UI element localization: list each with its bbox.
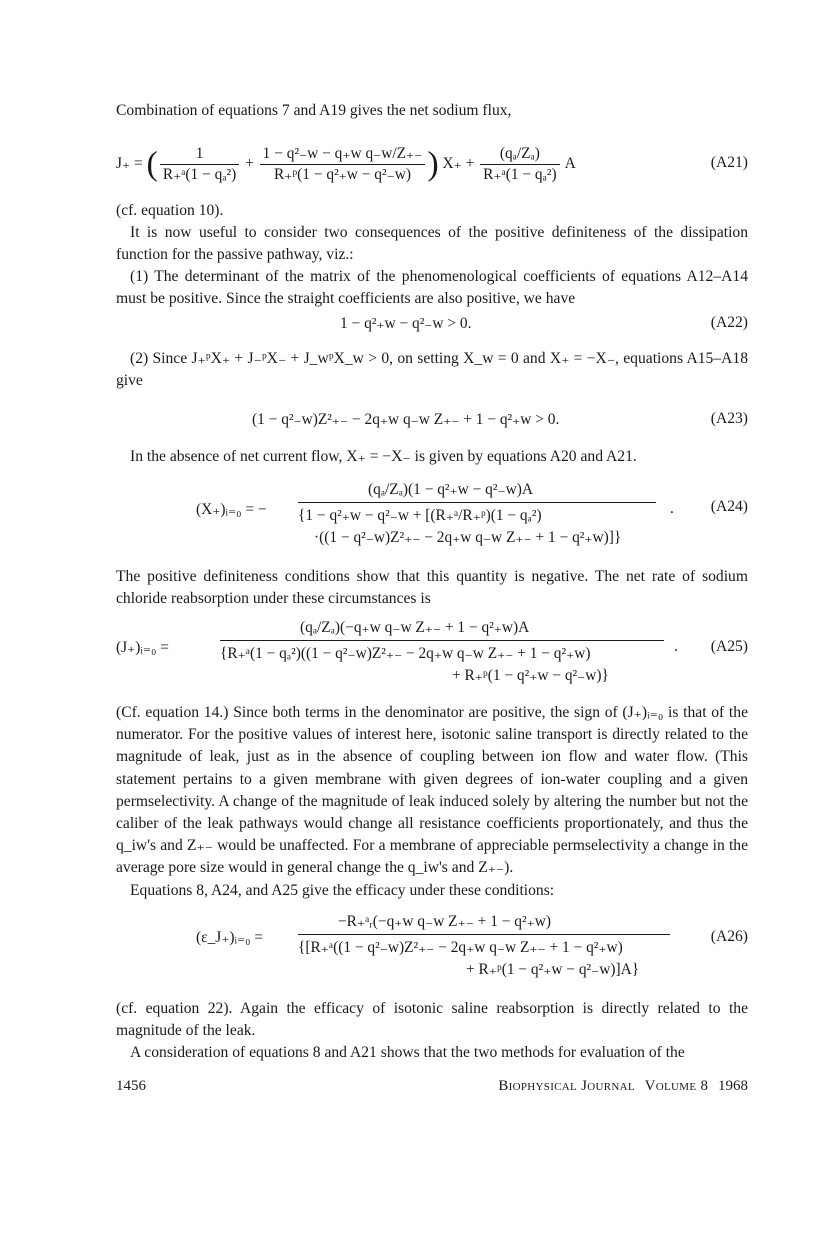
a21-tail: A — [564, 155, 576, 173]
a21-term3: $\frac{\text{(qₐ/Zₐ)}}{\text{R₊ᵃ(1 − qₐ²)}}$ — [480, 144, 559, 185]
journal-name: Biophysical Journal — [498, 1078, 635, 1094]
a22-number: (A22) — [710, 314, 748, 331]
a23-body: (1 − q²₋w)Z²₊₋ − 2q₊w q₋w Z₊₋ + 1 − q²₊w > 0. — [252, 411, 560, 428]
a21-lhs: J₊ = — [116, 155, 143, 173]
equation-a22 — [116, 314, 748, 338]
paragraph-since-j: (2) Since J₊ᵖX₊ + J₋ᵖX₋ + J_wᵖX_w > 0, on setting X_w = 0 and X₊ = −X₋, equations A15–A18 give — [116, 350, 748, 390]
a25-denominator-line1: {R₊ᵃ(1 − qₐ²)((1 − q²₋w)Z²₊₋ − 2q₊w q₋w Z₊₋ + 1 − q²₊w) — [220, 645, 591, 662]
a24-lhs: (X₊)ᵢ₌₀ = − — [196, 501, 267, 518]
paragraph-dissipation: It is now useful to consider two consequences of the positive definiteness of the dissipation function for the passive pathway, viz.: — [116, 224, 748, 264]
a25-lhs: (J₊)ᵢ₌₀ = — [116, 639, 169, 656]
page-number: 1456 — [116, 1078, 146, 1094]
journal-volume: Volume 8 — [644, 1078, 709, 1094]
a23-number: (A23) — [710, 410, 748, 427]
journal-footer — [498, 1078, 748, 1095]
paragraph-cf-eq10: (cf. equation 10). — [116, 202, 224, 219]
a24-number: (A24) — [710, 498, 748, 515]
equation-a21: J₊ = ( $\frac{1}{\text{R₊ᵃ(1 − qₐ²)}}$ + $\frac{\text{1 − q²₋w − q₊w q₋w/Z₊₋}}{\text{R₊ᵖ(1 − q²₊w − q²₋w)}}$ ) X₊ + $\frac{\text{(qₐ/Zₐ)}}{\text{R₊ᵃ(1 − qₐ²)}}$ A (A21) — [116, 145, 748, 183]
a25-numerator: (qₐ/Zₐ)(−q₊w q₋w Z₊₋ + 1 − q²₊w)A — [300, 619, 530, 636]
a24-denominator-line1: {1 − q²₊w − q²₋w + [(R₊ᵃ/R₊ᵖ)(1 − qₐ²) — [298, 507, 542, 524]
a21-number: (A21) — [710, 154, 748, 171]
paragraph-positive-definiteness: The positive definiteness conditions show that this quantity is negative. The net rate of sodium chloride reabsorption under these circumstances is — [116, 568, 748, 608]
a22-body: 1 − q²₊w − q²₋w > 0. — [340, 315, 472, 332]
paragraph-net-sodium-flux: Combination of equations 7 and A19 gives the net sodium flux, — [116, 102, 512, 119]
a24-numerator: (qₐ/Zₐ)(1 − q²₊w − q²₋w)A — [368, 481, 533, 498]
journal-year: 1968 — [718, 1078, 748, 1094]
a26-numerator: −R₊ᵃᵣ(−q₊w q₋w Z₊₋ + 1 − q²₊w) — [338, 913, 551, 930]
equation-a24: (X₊)ᵢ₌₀ = − (qₐ/Zₐ)(1 − q²₊w − q²₋w)A {1 − q²₊w − q²₋w + [(R₊ᵃ/R₊ᵖ)(1 − qₐ²) ·((1 − q²₋w)Z²₊₋ − 2q₊w q₋w Z₊₋ + 1 − q²₊w)]} . (A24) — [196, 481, 748, 546]
a25-denominator-line2: + R₊ᵖ(1 − q²₊w − q²₋w)} — [452, 667, 609, 684]
a21-term2: $\frac{\text{1 − q²₋w − q₊w q₋w/Z₊₋}}{\text{R₊ᵖ(1 − q²₊w − q²₋w)}}$ — [260, 144, 426, 185]
paragraph-efficacy-intro: Equations 8, A24, and A25 give the efficacy under these conditions: — [130, 882, 555, 899]
a26-lhs: (ε_J₊)ᵢ₌₀ = — [196, 929, 264, 946]
paragraph-determinant: (1) The determinant of the matrix of the phenomenological coefficients of equations A12–A14 must be positive. Since the straight coefficients are also positive, we have — [116, 268, 748, 308]
a21-mid: X₊ + — [442, 155, 475, 173]
equation-a23 — [116, 410, 748, 434]
a25-number: (A25) — [710, 638, 748, 655]
equation-a25: (J₊)ᵢ₌₀ = (qₐ/Zₐ)(−q₊w q₋w Z₊₋ + 1 − q²₊w)A {R₊ᵃ(1 − qₐ²)((1 − q²₋w)Z²₊₋ − 2q₊w q₋w Z₊₋ + 1 − q²₊w) + R₊ᵖ(1 − q²₊w − q²₋w)} . (A25) — [116, 619, 748, 684]
paragraph-two-methods: A consideration of equations 8 and A21 shows that the two methods for evaluation of the — [130, 1044, 685, 1061]
paragraph-sign-numerator: (Cf. equation 14.) Since both terms in the denominator are positive, the sign of (J₊)ᵢ₌₀ is that of the numerator. For the positive values of interest here, isotonic saline transport is directly related to the magnitude of leak, just as in the absence of coupling between ion flow and water flow. (This statement pertains to a given membrane with given degrees of ion-water coupling and a given permselectivity. A change of the magnitude of leak induced solely by altering the number but not the caliber of the leak pathways would change all resistance coefficients proportionately, and thus the q_iw's and Z₊₋ would be unaffected. For a membrane of appreciable permselectivity a change in the average pore size would in general change the q_iw's and Z₊₋). — [116, 704, 748, 877]
a21-term1: $\frac{1}{\text{R₊ᵃ(1 − qₐ²)}}$ — [160, 144, 239, 185]
a26-denominator-line2: + R₊ᵖ(1 − q²₊w − q²₋w)]A} — [466, 961, 640, 978]
paragraph-no-current: In the absence of net current flow, X₊ = −X₋ is given by equations A20 and A21. — [130, 448, 637, 465]
a26-number: (A26) — [710, 928, 748, 945]
a26-denominator-line1: {[R₊ᵃ((1 − q²₋w)Z²₊₋ − 2q₊w q₋w Z₊₋ + 1 − q²₊w) — [298, 939, 623, 956]
equation-a26 — [116, 912, 748, 992]
paragraph-cf-eq22: (cf. equation 22). Again the efficacy of isotonic saline reabsorption is directly related to the magnitude of the leak. — [116, 1000, 748, 1040]
a24-denominator-line2: ·((1 − q²₋w)Z²₊₋ − 2q₊w q₋w Z₊₋ + 1 − q²₊w)]} — [314, 529, 622, 546]
